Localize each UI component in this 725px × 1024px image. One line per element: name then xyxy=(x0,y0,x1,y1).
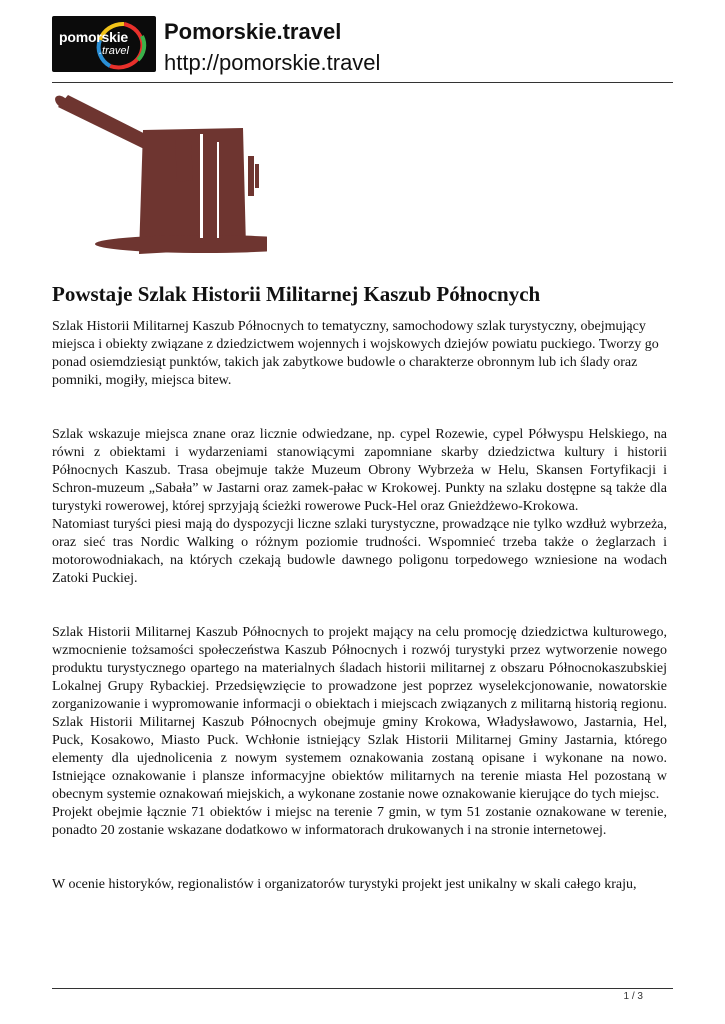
page-number: 1 / 3 xyxy=(623,991,643,1002)
article-body xyxy=(52,318,667,894)
logo-text-pomorskie: pomorskie xyxy=(59,29,128,45)
article-paragraph: Szlak Historii Militarnej Kaszub Północnych to projekt mający na celu promocję dziedzictwa kulturowego, wzmocnienie tożsamości społeczeństwa Kaszub Północnych i rozwój turystyki przez wytworzenie nowego produktu turystycznego opartego na materialnych śladach historii militarnej z obszaru Północnokaszubskiej Lokalnej Grupy Rybackiej. Przedsięwzięcie to prowadzone jest poprzez wyselekcjonowanie, nowatorskie zorganizowanie i wypromowanie informacji o obiektach i miejscach związanych z militarną historią regionu. Szlak Historii Militarnej Kaszub Północnych obejmuje gminy Krokowa, Władysławowo, Jastarnia, Hel, Puck, Kosakowo, Miasto Puck. Wchłonie istniejący Szlak Historii Militarnej Gminy Jastarnia, którego elementy dla ujednolicenia z nowym systemem oznakowania zostaną opisane i wykonane na nowo. Istniejące oznakowanie i plansze informacyjne obiektów militarnych na terenie miasta Hel pozostaną w obecnym systemie oznakowań miejskich, a wykonane zostanie nowe oznakowanie kierujące do tych miejsc. xyxy=(52,625,667,802)
header-divider xyxy=(52,82,673,83)
pomorskie-travel-logo[interactable] xyxy=(52,16,156,72)
article-paragraph: Szlak wskazuje miejsca znane oraz licznie odwiedzane, np. cypel Rozewie, cypel Półwyspu Helskiego, na równi z obiektami i wydarzeniami stanowiącymi zapomniane skarby dziedzictwa kultury i historii Północnych Kaszub. Trasa obejmuje także Muzeum Obrony Wybrzeża w Helu, Skansen Fortyfikacji i Schron-muzeum „Sabała” w Jastarni oraz zamek-pałac w Krokowej. Punkty na szlaku dostępne są także dla turystyki rowerowej, której sprzyjają ścieżki rowerowe Puck-Hel oraz Gnieżdżewo-Krokowa. xyxy=(52,427,667,514)
logo-text-travel: .travel xyxy=(99,45,129,57)
article-title: Powstaje Szlak Historii Militarnej Kaszub Północnych xyxy=(52,282,541,306)
site-title: Pomorskie.travel xyxy=(164,19,342,44)
article-paragraph: Natomiast turyści piesi mają do dyspozycji liczne szlaki turystyczne, prowadzące nie tylko wzdłuż wybrzeża, oraz sieć tras Nordic Walking o różnym poziomie trudności. Wspomnieć trzeba także o żeglarzach i motorowodniakach, na których czekają budowle dawnego poligonu torpedowego wzniesione na wodach Zatoki Puckiej. xyxy=(52,517,667,586)
artillery-gun-icon xyxy=(55,94,267,262)
site-url-link[interactable]: http://pomorskie.travel xyxy=(164,50,381,75)
footer-divider xyxy=(52,988,673,989)
page-header xyxy=(52,16,673,82)
article-paragraph: W ocenie historyków, regionalistów i organizatorów turystyki projekt jest unikalny w skali całego kraju, xyxy=(52,877,637,892)
article-paragraph: Projekt obejmie łącznie 71 obiektów i miejsc na terenie 7 gmin, w tym 51 zostanie oznakowane w terenie, ponadto 20 zostanie wskazane dodatkowo w informatorach drukowanych i na stronie internetowej. xyxy=(52,805,667,838)
article-paragraph: Szlak Historii Militarnej Kaszub Północnych to tematyczny, samochodowy szlak turystyczny, obejmujący miejsca i obiekty związane z dziedzictwem wojennych i wojskowych dziejów powiatu puckiego. Tworzy go ponad osiemdziesiąt punktów, takich jak zabytkowe budowle o charakterze obronnym lub ich ślady oraz pomniki, mogiły, miejsca bitew. xyxy=(52,319,659,388)
